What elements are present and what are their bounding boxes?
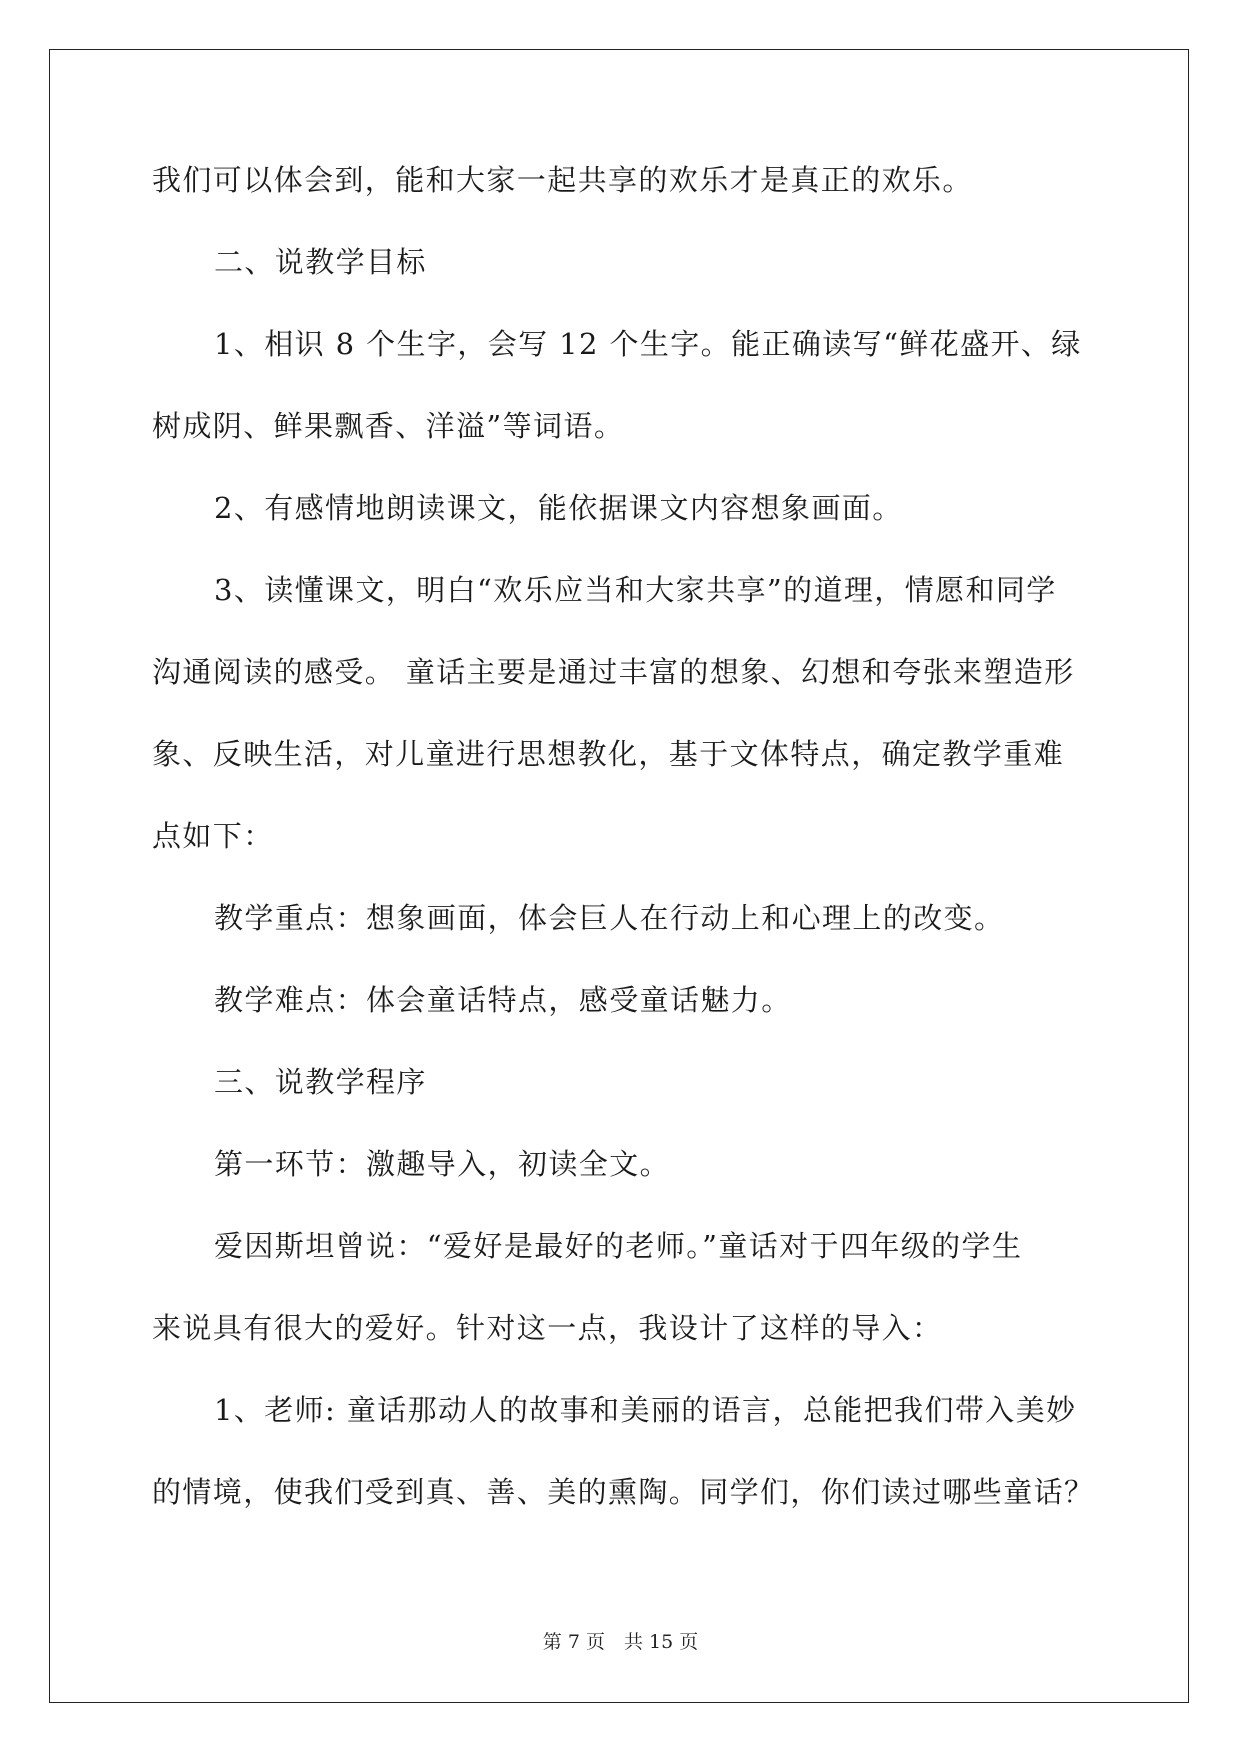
- text-line: 爱因斯坦曾说：“爱好是最好的老师。”童话对于四年级的学生: [214, 1229, 1023, 1263]
- text-line: 的情境，使我们受到真、善、美的熏陶。同学们，你们读过哪些童话？: [152, 1475, 1095, 1509]
- page-number-footer: 第 7 页 共 15 页: [542, 1631, 699, 1653]
- text-line: 来说具有很大的爱好。针对这一点，我设计了这样的导入：: [152, 1311, 943, 1345]
- text-line: 3、读懂课文，明白“欢乐应当和大家共享”的道理，情愿和同学: [214, 573, 1057, 607]
- text-line: 第一环节：激趣导入，初读全文。: [214, 1147, 671, 1181]
- text-line: 1、老师: 童话那动人的故事和美丽的语言，总能把我们带入美妙: [214, 1393, 1077, 1427]
- text-line: 2、有感情地朗读课文，能依据课文内容想象画面。: [214, 491, 903, 525]
- text-line: 点如下：: [152, 819, 274, 853]
- text-line: 1、相识 8 个生字，会写 12 个生字。能正确读写“鲜花盛开、绿: [214, 327, 1082, 361]
- document-body: [152, 160, 1095, 1554]
- text-line: 教学重点：想象画面，体会巨人在行动上和心理上的改变。: [214, 901, 1005, 935]
- text-line: 象、反映生活，对儿童进行思想教化，基于文体特点，确定教学重难: [152, 737, 1065, 771]
- text-line: 教学难点：体会童话特点，感受童话魅力。: [214, 983, 792, 1017]
- section-heading: 三、说教学程序: [214, 1065, 427, 1099]
- text-line: 沟通阅读的感受。 童话主要是通过丰富的想象、幻想和夸张来塑造形: [152, 655, 1075, 689]
- text-line: 我们可以体会到，能和大家一起共享的欢乐才是真正的欢乐。: [152, 163, 973, 197]
- section-heading: 二、说教学目标: [214, 245, 427, 279]
- text-line: 树成阴、鲜果飘香、洋溢”等词语。: [152, 409, 625, 443]
